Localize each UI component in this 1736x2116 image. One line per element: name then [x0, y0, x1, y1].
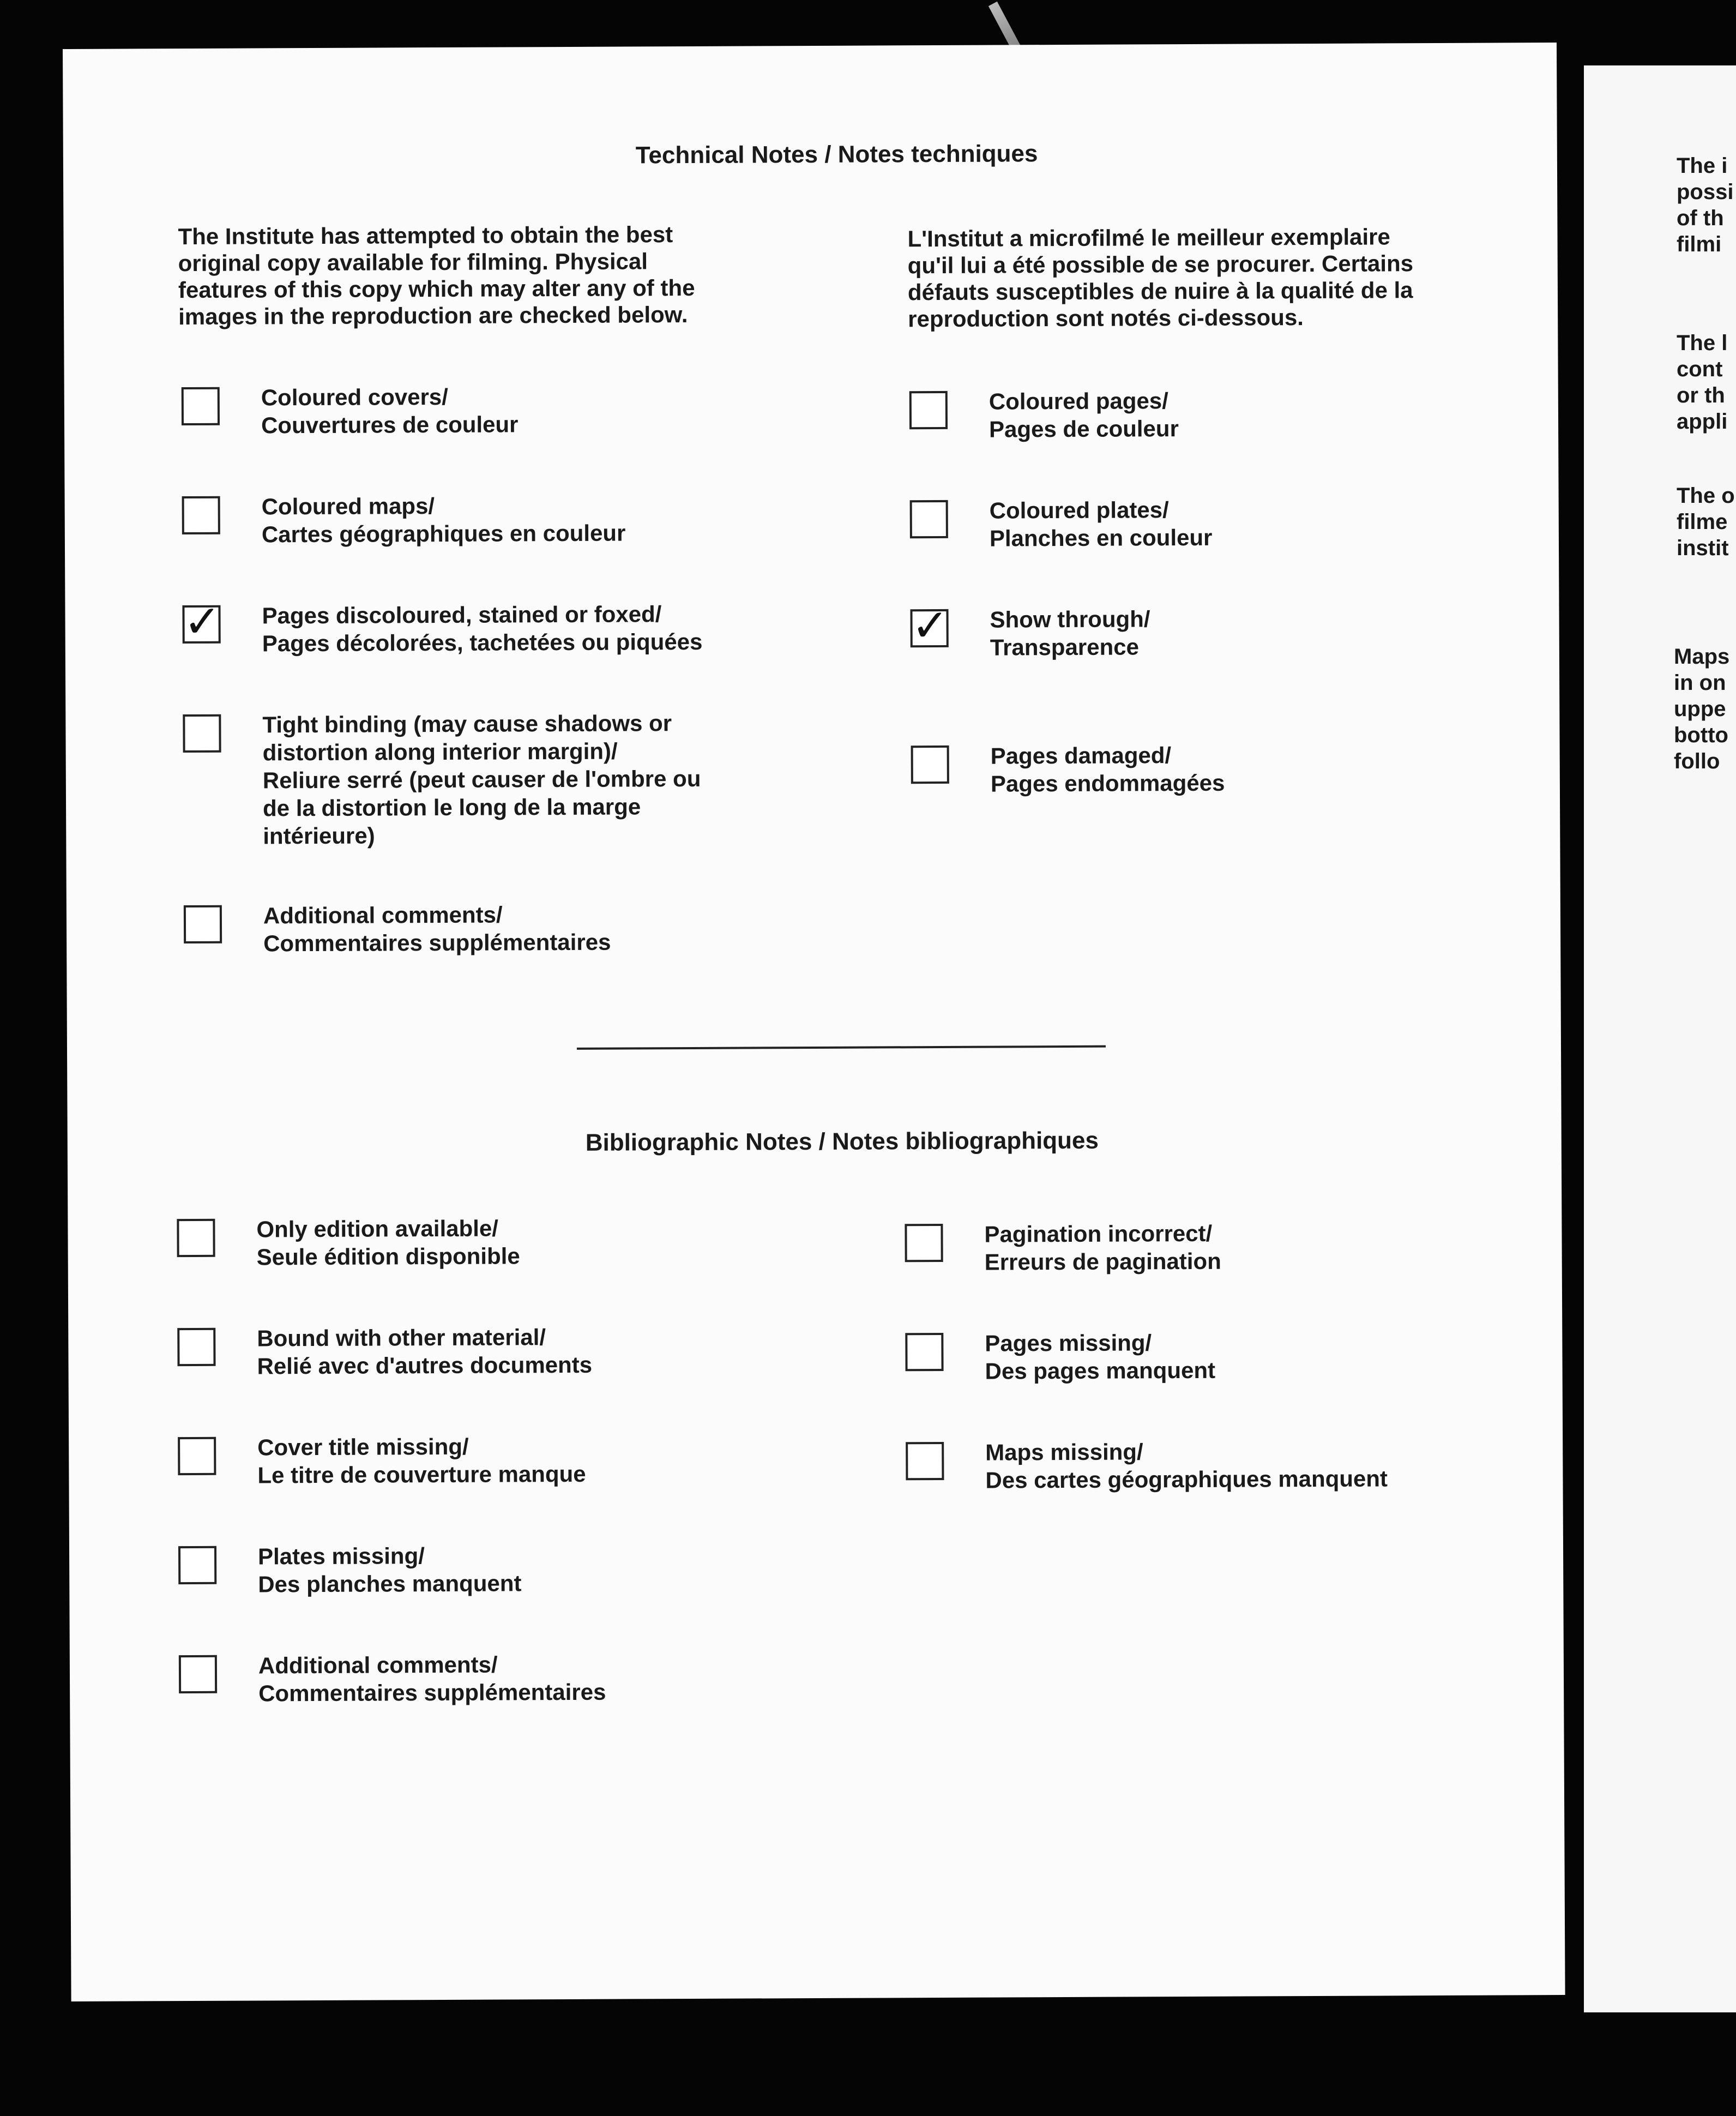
checkbox[interactable]	[182, 597, 221, 647]
item-label: Pages discoloured, stained or foxed/ Pages décolorées, tachetées ou piquées	[262, 601, 703, 657]
side-text-1: The i possi of th filmi	[1677, 154, 1734, 256]
technical-notes-heading: Technical Notes / Notes techniques	[635, 140, 1038, 169]
tech-item-additional-comments[interactable]	[184, 900, 611, 958]
item-label: Additional comments/ Commentaires supplémentaires	[258, 1651, 606, 1706]
bib-item-cover-title-missing[interactable]	[178, 1432, 586, 1489]
bib-item-only-edition[interactable]	[177, 1214, 520, 1271]
side-text-3: The o filme instit	[1677, 484, 1735, 560]
intro-french: L'Institut a microfilmé le meilleur exemplaire qu'il lui a été possible de se procurer. Certains défauts susceptibles de nuire à la qualité de la reproduction sont notés ci-dessous.	[907, 224, 1414, 332]
side-text-2: The l cont or th appli	[1677, 331, 1728, 434]
item-label: Only edition available/ Seule édition disponible	[256, 1215, 520, 1270]
item-label: Pagination incorrect/ Erreurs de pagination	[984, 1220, 1221, 1275]
checkbox[interactable]	[905, 1224, 943, 1262]
item-label: Pages damaged/ Pages endommagées	[990, 742, 1225, 797]
tech-item-coloured-maps[interactable]	[182, 491, 626, 549]
checkbox[interactable]	[182, 387, 220, 425]
item-label: Coloured maps/ Cartes géographiques en couleur	[261, 493, 626, 548]
check-mark-icon: ✓	[911, 600, 949, 651]
item-label: Additional comments/ Commentaires supplémentaires	[263, 901, 611, 957]
bib-item-additional-comments[interactable]	[179, 1650, 606, 1708]
checkbox[interactable]	[178, 1437, 216, 1475]
bib-item-pages-missing[interactable]	[905, 1328, 1215, 1385]
tech-item-coloured-pages[interactable]	[909, 387, 1179, 443]
item-label: Show through/ Transparence	[990, 606, 1150, 660]
adjacent-page	[1584, 65, 1736, 2012]
tech-item-show-through[interactable]	[910, 600, 1150, 662]
document-page	[63, 43, 1565, 2001]
item-label: Coloured plates/ Planches en couleur	[989, 497, 1213, 551]
checkbox[interactable]	[910, 500, 948, 538]
side-text-4: Maps in on uppe botto follo	[1674, 645, 1730, 773]
bib-item-bound-with[interactable]	[177, 1323, 592, 1380]
item-label: Coloured covers/ Couvertures de couleur	[261, 383, 519, 438]
tech-item-coloured-plates[interactable]	[910, 496, 1213, 552]
checkbox[interactable]	[184, 905, 222, 943]
checkbox[interactable]	[910, 600, 949, 651]
checkbox[interactable]	[909, 391, 948, 429]
checkbox[interactable]	[182, 496, 220, 534]
tech-item-pages-discoloured[interactable]	[182, 597, 703, 658]
checkbox[interactable]	[183, 714, 221, 753]
checkbox[interactable]	[177, 1328, 215, 1366]
bib-item-maps-missing[interactable]	[906, 1436, 1388, 1494]
section-divider	[577, 1045, 1106, 1050]
check-mark-icon: ✓	[183, 597, 221, 647]
bibliographic-notes-heading: Bibliographic Notes / Notes bibliographiques	[585, 1127, 1099, 1156]
bib-item-pagination-incorrect[interactable]	[905, 1219, 1221, 1277]
checkbox[interactable]	[179, 1655, 217, 1693]
checkbox[interactable]	[911, 746, 949, 784]
item-label: Coloured pages/ Pages de couleur	[988, 388, 1179, 442]
checkbox[interactable]	[905, 1333, 943, 1371]
bib-item-plates-missing[interactable]	[178, 1541, 522, 1598]
item-label: Pages missing/ Des pages manquent	[985, 1330, 1216, 1384]
item-label: Maps missing/ Des cartes géographiques manquent	[985, 1439, 1388, 1493]
checkbox[interactable]	[177, 1219, 215, 1257]
item-label: Bound with other material/ Relié avec d'autres documents	[257, 1324, 593, 1379]
item-label: Cover title missing/ Le titre de couverture manque	[257, 1433, 586, 1488]
tech-item-tight-binding[interactable]	[183, 709, 701, 850]
checkbox[interactable]	[178, 1546, 216, 1584]
intro-english: The Institute has attempted to obtain the best original copy available for filming. Physical features of this copy which may alter any of the images in the reproduction are checked below.	[178, 221, 695, 330]
item-label: Plates missing/ Des planches manquent	[257, 1543, 522, 1597]
tech-item-coloured-covers[interactable]	[182, 382, 519, 440]
checkbox[interactable]	[906, 1442, 944, 1480]
tech-item-pages-damaged[interactable]	[911, 741, 1225, 798]
item-label: Tight binding (may cause shadows or distortion along interior margin)/ Reliure serré (peut causer de l'ombre ou de la distortion le long de la marge intérieure)	[262, 710, 701, 849]
